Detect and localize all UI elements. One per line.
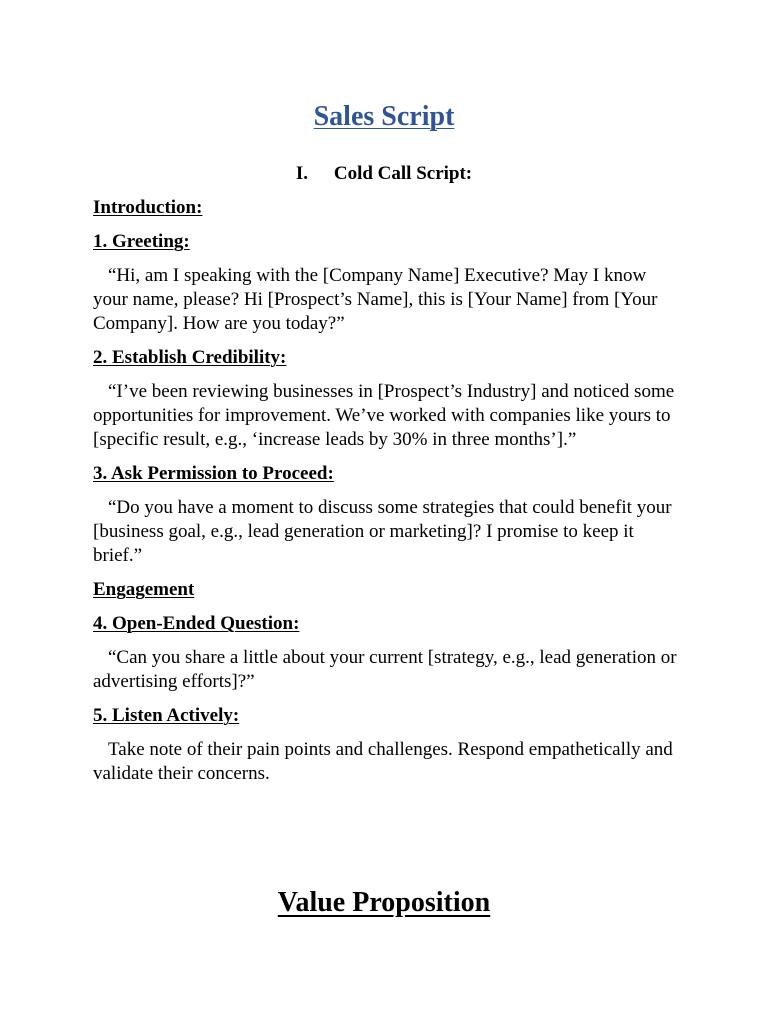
engagement-heading: Engagement (93, 579, 195, 600)
question-text: “Can you share a little about your current [strategy, e.g., lead generation or advertising efforts]?” (93, 647, 677, 692)
credibility-heading: 2. Establish Credibility: (93, 347, 287, 368)
permission-text: “Do you have a moment to discuss some strategies that could benefit your [business goal, e.g., lead generation or marketing]? I promise to keep it brief.” (93, 497, 672, 566)
value-proposition-heading: Value Proposition (277, 887, 491, 918)
question-heading: 4. Open-Ended Question: (93, 613, 300, 634)
script-body (93, 196, 683, 796)
introduction-heading: Introduction: (93, 197, 203, 218)
listen-text: Take note of their pain points and challenges. Respond empathetically and validate their concerns. (93, 739, 673, 784)
section-number: I. (295, 163, 309, 184)
greeting-text: “Hi, am I speaking with the [Company Name] Executive? May I know your name, please? Hi [Prospect’s Name], this is [Your Name] from [Your Company]. How are you today?” (93, 265, 658, 334)
permission-heading: 3. Ask Permission to Proceed: (93, 463, 334, 484)
section-heading (0, 162, 768, 186)
greeting-heading: 1. Greeting: (93, 231, 190, 252)
listen-heading: 5. Listen Actively: (93, 705, 240, 726)
section-title: Cold Call Script: (333, 163, 473, 184)
document-title: Sales Script (313, 101, 455, 132)
credibility-text: “I’ve been reviewing businesses in [Prospect’s Industry] and noticed some opportunities for improvement. We’ve worked with companies like yours to [specific result, e.g., ‘increase leads by 30% in three months’].” (93, 381, 675, 450)
